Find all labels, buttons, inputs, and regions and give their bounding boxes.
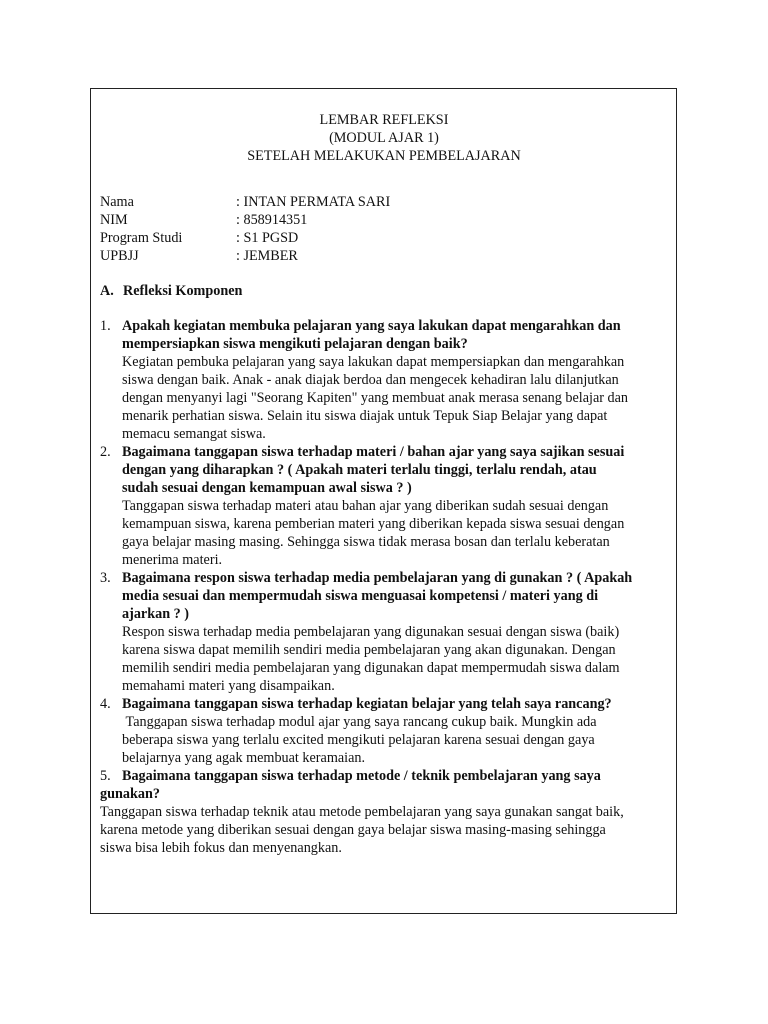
question-number: 2. (100, 444, 111, 460)
identity-value: : S1 PGSD (236, 230, 299, 246)
question-body (122, 569, 668, 695)
question-body (122, 317, 668, 443)
identity-label: UPBJJ (100, 248, 139, 264)
question-body (122, 695, 668, 767)
question-number: 4. (100, 696, 111, 712)
answer-text: Respon siswa terhadap media pembelajaran yang digunakan sesuai dengan siswa (baik) (122, 624, 620, 640)
question-text: Bagaimana tanggapan siswa terhadap metode / teknik pembelajaran yang saya (122, 768, 601, 784)
answer-text: kemampuan siswa, karena pemberian materi yang diberikan kepada siswa sesuai dengan (122, 516, 625, 532)
question-item (100, 569, 668, 695)
title-line-3: SETELAH MELAKUKAN PEMBELAJARAN (247, 148, 521, 164)
answer-text: Kegiatan pembuka pelajaran yang saya lakukan dapat mempersiapkan dan mengarahkan (122, 354, 625, 370)
section-title: Refleksi Komponen (123, 283, 243, 299)
question-text: media sesuai dan mempermudah siswa menguasai kompetensi / materi yang di (122, 588, 599, 604)
answer-line: Tanggapan siswa terhadap teknik atau metode pembelajaran yang saya gunakan sangat baik, (100, 804, 624, 820)
question-text: Bagaimana tanggapan siswa terhadap kegiatan belajar yang telah saya rancang? (122, 696, 612, 712)
answer-text: memahami materi yang disampaikan. (122, 678, 335, 694)
identity-row-nama (100, 193, 668, 211)
question-5 (100, 767, 668, 857)
document-title (100, 111, 668, 165)
question-number: 3. (100, 570, 111, 586)
question-text: Bagaimana respon siswa terhadap media pembelajaran yang di gunakan ? ( Apakah (122, 570, 633, 586)
identity-table (100, 193, 668, 265)
question-text: Apakah kegiatan membuka pelajaran yang saya lakukan dapat mengarahkan dan (122, 318, 621, 334)
identity-value: : JEMBER (236, 248, 298, 264)
answer-text: belajarnya yang agak membuat keramaian. (122, 750, 366, 766)
title-line-1: LEMBAR REFLEKSI (319, 112, 449, 128)
title-line-2: (MODUL AJAR 1) (329, 130, 439, 146)
question-item (100, 695, 668, 767)
answer-text: beberapa siswa yang terlalu excited mengikuti pelajaran karena sesuai dengan gaya (122, 732, 595, 748)
section-heading (100, 282, 668, 300)
question-text: dengan yang diharapkan ? ( Apakah materi terlalu tinggi, terlalu rendah, atau (122, 462, 597, 478)
answer-text: memacu semangat siswa. (122, 426, 266, 442)
question-item (100, 317, 668, 443)
answer-text: dengan menyanyi lagi "Seorang Kapiten" yang membuat anak merasa senang belajar dan (122, 390, 628, 406)
question-text: Bagaimana tanggapan siswa terhadap materi / bahan ajar yang saya sajikan sesuai (122, 444, 625, 460)
identity-row-nim (100, 211, 668, 229)
identity-row-upbjj (100, 247, 668, 265)
section-letter: A. (100, 283, 114, 299)
question-5-line-1 (100, 767, 668, 785)
answer-text: karena siswa dapat memilih sendiri media pembelajaran yang akan digunakan. Dengan (122, 642, 616, 658)
answer-text (100, 803, 668, 857)
identity-label: NIM (100, 212, 128, 228)
question-list (100, 317, 668, 767)
answer-text: menerima materi. (122, 552, 223, 568)
identity-label: Program Studi (100, 230, 183, 246)
answer-text: menarik perhatian siswa. Selain itu siswa diajak untuk Tepuk Siap Belajar yang dapat (122, 408, 608, 424)
question-item (100, 443, 668, 569)
question-text: gunakan? (100, 786, 160, 802)
answer-text: Tanggapan siswa terhadap materi atau bahan ajar yang diberikan sudah sesuai dengan (122, 498, 609, 514)
answer-text: gaya belajar masing masing. Sehingga siswa tidak merasa bosan dan terlalu keberatan (122, 534, 610, 550)
question-number: 1. (100, 318, 111, 334)
identity-label: Nama (100, 194, 134, 210)
answer-text: memilih sendiri media pembelajaran yang digunakan dapat mempermudah siswa dalam (122, 660, 620, 676)
question-body (122, 443, 668, 569)
question-text: mempersiapkan siswa mengikuti pelajaran dengan baik? (122, 336, 468, 352)
identity-row-program-studi (100, 229, 668, 247)
identity-value: : INTAN PERMATA SARI (236, 194, 391, 210)
document-content (100, 111, 668, 857)
answer-text: siswa dengan baik. Anak - anak diajak berdoa dan mengecek kehadiran lalu dilanjutkan (122, 372, 619, 388)
question-text: ajarkan ? ) (122, 606, 189, 622)
answer-line: siswa bisa lebih fokus dan menyenangkan. (100, 840, 342, 856)
identity-value: : 858914351 (236, 212, 308, 228)
question-number: 5. (100, 768, 111, 784)
answer-line: karena metode yang diberikan sesuai dengan gaya belajar siswa masing-masing sehingga (100, 822, 606, 838)
question-text: sudah sesuai dengan kemampuan awal siswa ? ) (122, 480, 412, 496)
answer-text: Tanggapan siswa terhadap modul ajar yang saya rancang cukup baik. Mungkin ada (122, 714, 597, 730)
